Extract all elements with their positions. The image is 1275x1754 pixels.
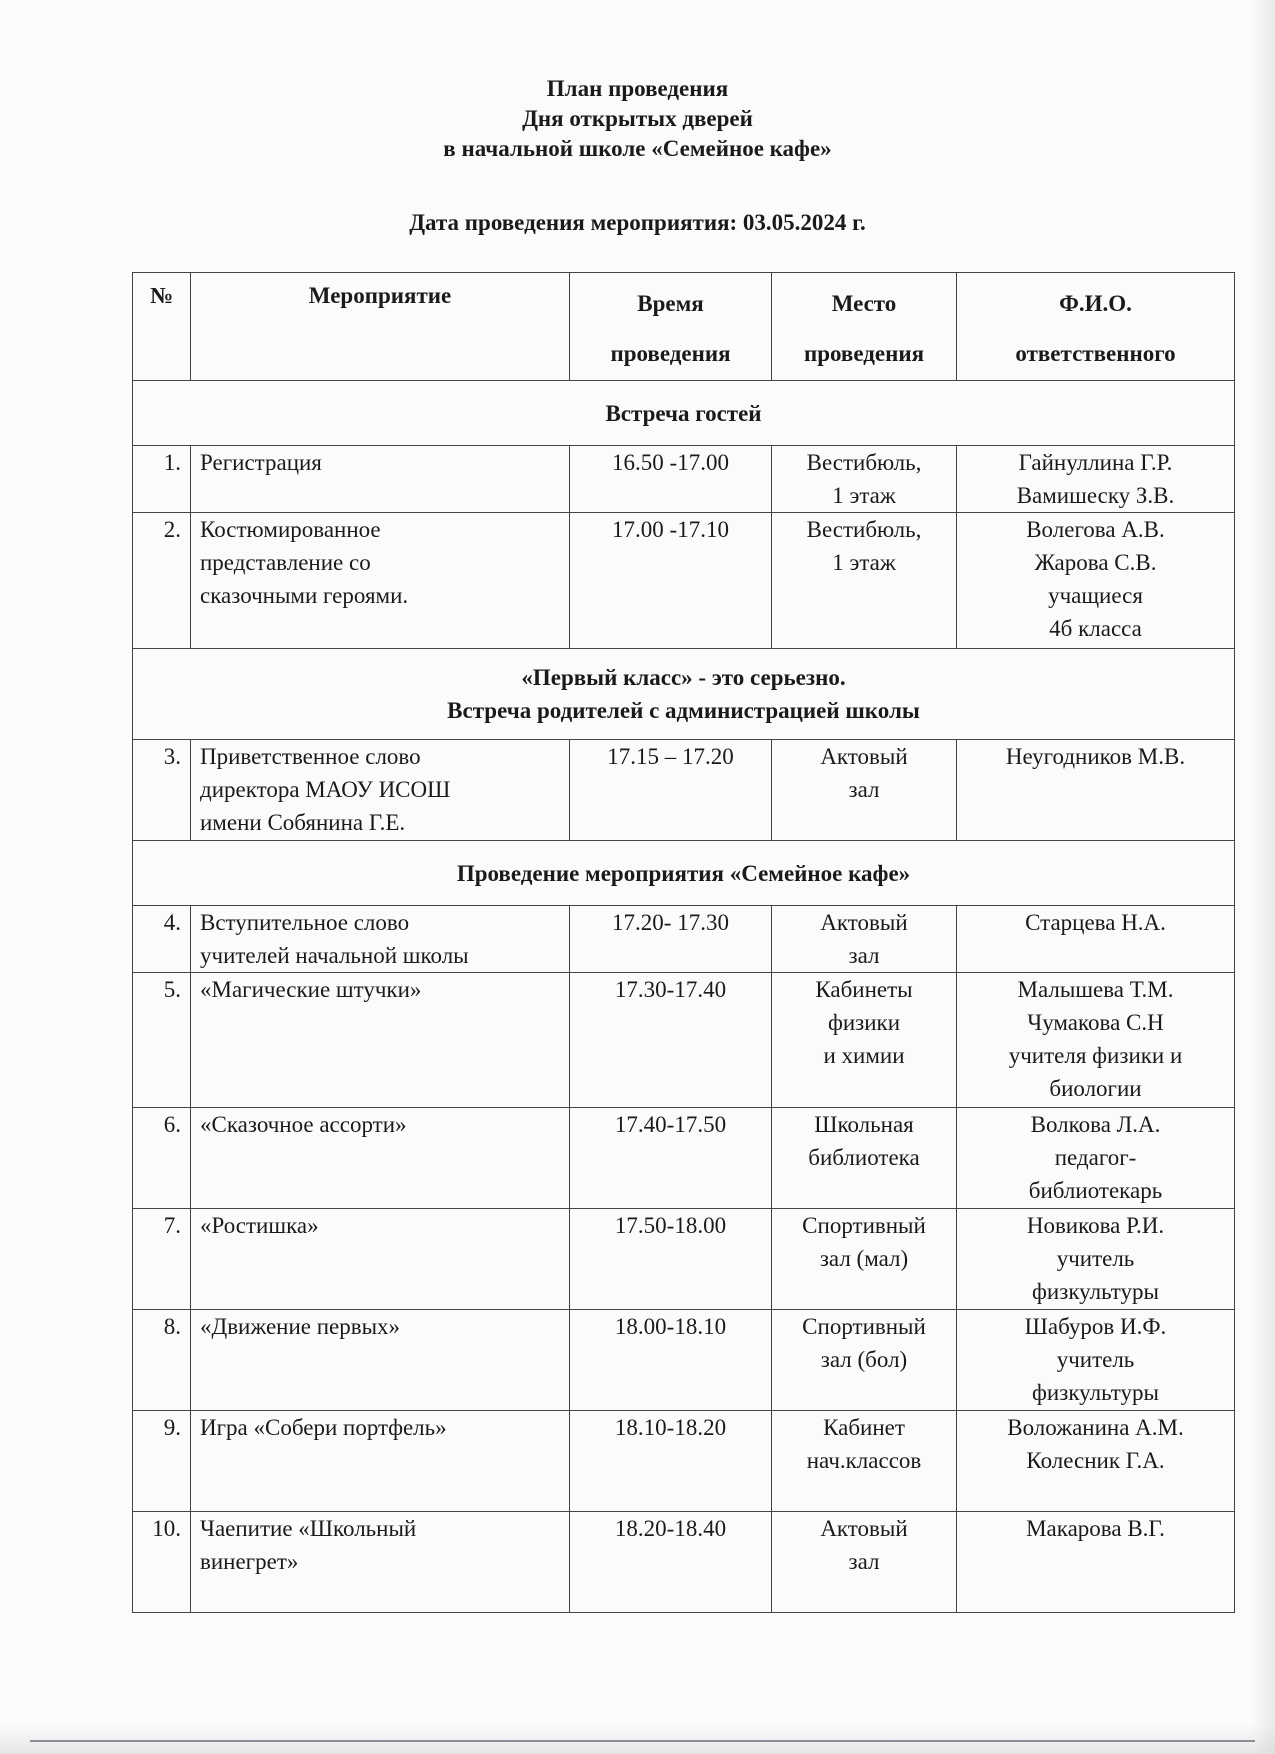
event-line: сказочными героями.: [200, 583, 409, 608]
row-time: 17.15 – 17.20: [570, 740, 772, 841]
place-line: Спортивный: [802, 1314, 926, 1339]
place-line: 1 этаж: [832, 550, 896, 575]
resp-line: Волкова Л.А.: [1030, 1112, 1161, 1137]
scan-edge-bottom: [0, 1724, 1275, 1754]
event-line: «Движение первых»: [200, 1314, 401, 1339]
row-place: [772, 446, 957, 513]
section-title-guests: [133, 381, 1235, 446]
row-event: [191, 973, 570, 1108]
row-responsible: [957, 513, 1235, 649]
row-place: [772, 1209, 957, 1310]
section-title-first-class: [133, 649, 1235, 740]
row-number: 9.: [133, 1411, 191, 1512]
resp-line: педагог-: [1054, 1145, 1137, 1170]
resp-line: Колесник Г.А.: [1026, 1448, 1165, 1473]
row-event: [191, 1209, 570, 1310]
row-responsible: [957, 1411, 1235, 1512]
row-place: [772, 1310, 957, 1411]
row-time: 17.20- 17.30: [570, 906, 772, 973]
table-header-row: [133, 273, 1235, 381]
header-time-line-1: Время: [637, 291, 704, 316]
row-number: 1.: [133, 446, 191, 513]
row-event: [191, 740, 570, 841]
table-row: [133, 740, 1235, 841]
section-row: [133, 841, 1235, 906]
row-event: [191, 1108, 570, 1209]
resp-line: Гайнуллина Г.Р.: [1018, 450, 1173, 475]
table-row: [133, 1108, 1235, 1209]
row-event: [191, 1512, 570, 1613]
row-number: 6.: [133, 1108, 191, 1209]
row-event: [191, 1310, 570, 1411]
row-responsible: [957, 1108, 1235, 1209]
event-line: «Ростишка»: [200, 1213, 319, 1238]
table-row: [133, 906, 1235, 973]
row-event: [191, 446, 570, 513]
event-date: Дата проведения мероприятия: 03.05.2024 г.: [409, 210, 866, 235]
event-line: Приветственное слово: [200, 744, 421, 769]
row-number: 7.: [133, 1209, 191, 1310]
row-time: 17.40-17.50: [570, 1108, 772, 1209]
resp-line: Малышева Т.М.: [1017, 977, 1174, 1002]
row-responsible: [957, 1310, 1235, 1411]
row-number: 3.: [133, 740, 191, 841]
section-title-line: Встреча родителей с администрацией школы: [447, 698, 920, 723]
place-line: Кабинет: [823, 1415, 905, 1440]
row-time: 18.20-18.40: [570, 1512, 772, 1613]
place-line: Вестибюль,: [806, 450, 922, 475]
resp-line: Новикова Р.И.: [1026, 1213, 1165, 1238]
document-title: [0, 74, 1275, 164]
section-row: [133, 649, 1235, 740]
row-place: [772, 740, 957, 841]
header-place-line-2: проведения: [803, 341, 925, 366]
resp-line: Шабуров И.Ф.: [1024, 1314, 1167, 1339]
event-line: Вступительное слово: [200, 910, 410, 935]
place-line: Кабинеты: [815, 977, 913, 1002]
row-place: [772, 906, 957, 973]
header-time: [570, 273, 772, 381]
resp-line: Вамишеску З.В.: [1016, 483, 1175, 508]
row-place: [772, 1411, 957, 1512]
resp-line: Макарова В.Г.: [1026, 1516, 1165, 1541]
place-line: зал (бол): [820, 1347, 908, 1372]
event-line: учителей начальной школы: [200, 943, 469, 968]
table-row: [133, 1209, 1235, 1310]
row-place: [772, 1108, 957, 1209]
table-row: [133, 513, 1235, 649]
resp-line: учащиеся: [1048, 583, 1143, 608]
scan-line-bottom: [30, 1740, 1255, 1742]
row-time: 16.50 -17.00: [570, 446, 772, 513]
header-resp-line-2: ответственного: [1015, 341, 1176, 366]
row-event: [191, 1411, 570, 1512]
place-line: библиотека: [808, 1145, 920, 1170]
place-line: нач.классов: [806, 1448, 922, 1473]
section-title-line: Встреча гостей: [605, 400, 762, 426]
event-plan-table: [132, 272, 1235, 1613]
event-line: Чаепитие «Школьный: [200, 1516, 417, 1541]
event-line: представление со: [200, 550, 371, 575]
title-line-2: Дня открытых дверей: [522, 106, 753, 131]
row-number: 8.: [133, 1310, 191, 1411]
resp-line: учитель: [1056, 1347, 1135, 1372]
place-line: Актовый: [820, 744, 908, 769]
row-number: 4.: [133, 906, 191, 973]
event-line: Регистрация: [200, 450, 322, 475]
event-line: Костюмированное: [200, 517, 381, 542]
scan-edge-right: [1251, 0, 1275, 1754]
resp-line: Старцева Н.А.: [1025, 910, 1166, 935]
header-resp-line-1: Ф.И.О.: [1059, 291, 1132, 316]
place-line: Школьная: [814, 1112, 914, 1137]
row-responsible: [957, 1209, 1235, 1310]
place-line: 1 этаж: [832, 483, 896, 508]
place-line: Вестибюль,: [806, 517, 922, 542]
row-time: 18.00-18.10: [570, 1310, 772, 1411]
place-line: Актовый: [820, 910, 908, 935]
place-line: Актовый: [820, 1516, 908, 1541]
table-row: [133, 1310, 1235, 1411]
section-row: [133, 381, 1235, 446]
row-place: [772, 513, 957, 649]
row-responsible: [957, 1512, 1235, 1613]
header-place: [772, 273, 957, 381]
row-time: 17.00 -17.10: [570, 513, 772, 649]
row-responsible: [957, 740, 1235, 841]
row-place: [772, 1512, 957, 1613]
event-line: Игра «Собери портфель»: [200, 1415, 447, 1440]
resp-line: библиотекарь: [1028, 1178, 1163, 1203]
resp-line: физкультуры: [1032, 1279, 1159, 1304]
table-row: [133, 1512, 1235, 1613]
event-line: директора МАОУ ИСОШ: [200, 777, 451, 802]
resp-line: Волегова А.В.: [1026, 517, 1165, 542]
resp-line: 4б класса: [1049, 616, 1142, 641]
row-event: [191, 513, 570, 649]
section-title-family-cafe: [133, 841, 1235, 906]
event-line: «Сказочное ассорти»: [200, 1112, 407, 1137]
header-place-line-1: Место: [831, 291, 897, 316]
section-title-line: Проведение мероприятия «Семейное кафе»: [456, 860, 911, 886]
event-line: «Магические штучки»: [200, 977, 422, 1002]
row-responsible: [957, 906, 1235, 973]
resp-line: физкультуры: [1032, 1380, 1159, 1405]
title-line-1: План проведения: [546, 76, 729, 101]
row-time: 18.10-18.20: [570, 1411, 772, 1512]
row-number: 5.: [133, 973, 191, 1108]
header-number: №: [133, 273, 191, 381]
place-line: и химии: [823, 1043, 905, 1068]
resp-line: Воложанина А.М.: [1007, 1415, 1184, 1440]
table-row: [133, 446, 1235, 513]
place-line: зал: [848, 777, 880, 802]
place-line: зал: [848, 1549, 880, 1574]
resp-line: Жарова С.В.: [1034, 550, 1157, 575]
place-line: Спортивный: [802, 1213, 926, 1238]
resp-line: Чумакова С.Н: [1027, 1010, 1164, 1035]
title-line-3: в начальной школе «Семейное кафе»: [443, 136, 832, 161]
row-responsible: [957, 973, 1235, 1108]
table-row: [133, 1411, 1235, 1512]
row-time: 17.50-18.00: [570, 1209, 772, 1310]
resp-line: биологии: [1049, 1076, 1142, 1101]
row-event: [191, 906, 570, 973]
header-event: Мероприятие: [191, 273, 570, 381]
place-line: физики: [827, 1010, 901, 1035]
header-responsible: [957, 273, 1235, 381]
event-line: имени Собянина Г.Е.: [200, 810, 406, 835]
event-line: винегрет»: [200, 1549, 299, 1574]
row-responsible: [957, 446, 1235, 513]
place-line: зал (мал): [819, 1246, 909, 1271]
table-row: [133, 973, 1235, 1108]
row-number: 10.: [133, 1512, 191, 1613]
section-title-line: «Первый класс» - это серьезно.: [521, 665, 846, 690]
resp-line: учителя физики и: [1008, 1043, 1183, 1068]
row-time: 17.30-17.40: [570, 973, 772, 1108]
row-place: [772, 973, 957, 1108]
place-line: зал: [848, 943, 880, 968]
row-number: 2.: [133, 513, 191, 649]
header-time-line-2: проведения: [610, 341, 731, 366]
resp-line: Неугодников М.В.: [1005, 744, 1186, 769]
resp-line: учитель: [1056, 1246, 1135, 1271]
